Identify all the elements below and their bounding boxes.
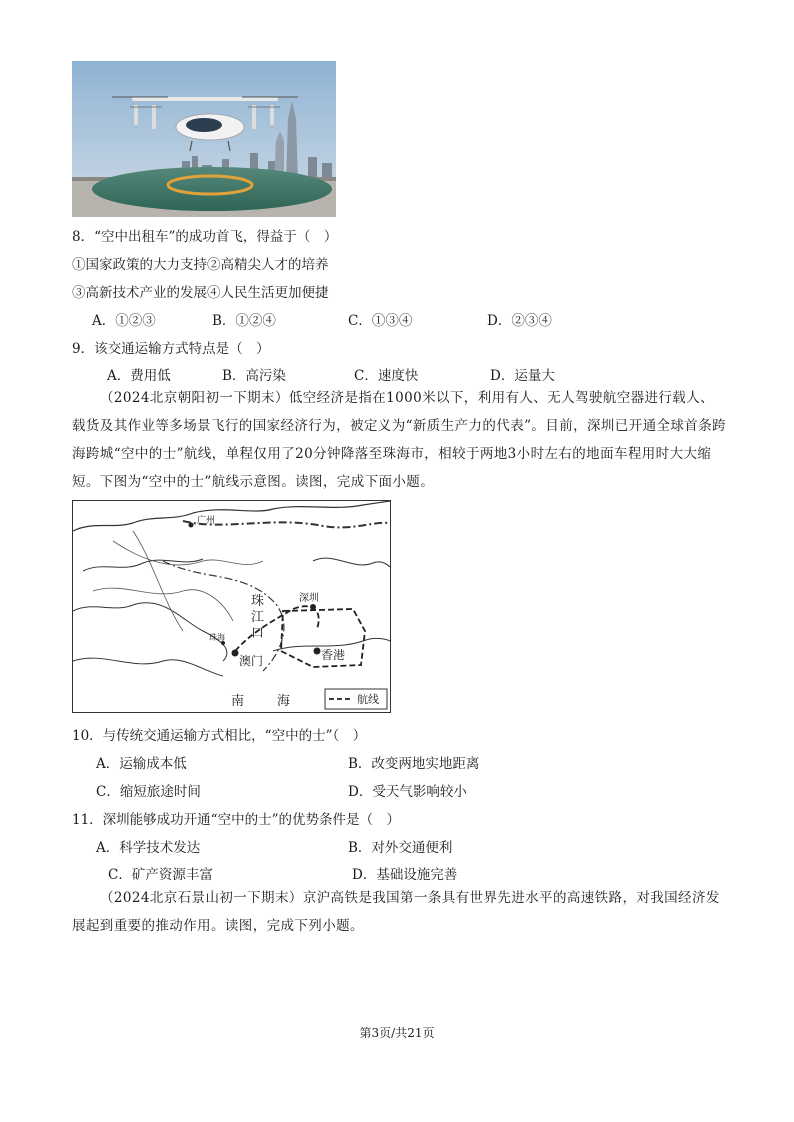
question-11-option-c: C．矿产资源丰富	[108, 867, 213, 883]
question-10-option-d: D．受天气影响较小	[348, 784, 467, 800]
legend-route-label: 航线	[357, 693, 379, 706]
question-10-option-c: C．缩短旅途时间	[96, 784, 201, 800]
question-11-option-a: A．科学技术发达	[96, 840, 201, 856]
passage-low-altitude-economy: （2024北京朝阳初一下期末）低空经济是指在1000米以下，利用有人、无人驾驶航空器进行载人、载货及其作业等多场景飞行的国家经济行为，被定义为“新质生产力的代表”。目前，深圳已开通全球首条跨海跨城“空中的士”航线，单程仅用了20分钟降落至珠海市，相较于两地3小时左右的地面车程用时大大缩短。下图为“空中的士”航线示意图。读图，完成下面小题。	[72, 390, 727, 490]
label-nan: 南	[231, 694, 245, 709]
page-number-footer: 第3页/共21页	[359, 1026, 435, 1040]
route-map-drawing	[73, 501, 390, 712]
macau-city-marker	[232, 650, 239, 657]
question-9-option-d: D．运量大	[490, 368, 555, 384]
label-guangzhou: 广州	[197, 516, 216, 526]
question-9-option-c: C．速度快	[354, 368, 419, 384]
question-8-option-c: C．①③④	[348, 313, 413, 329]
guangzhou-city-marker	[189, 523, 194, 528]
question-9-stem: 9．该交通运输方式特点是（ ）	[72, 341, 270, 357]
question-11-stem: 11．深圳能够成功开通“空中的士”的优势条件是（ ）	[72, 812, 400, 828]
label-hongkong: 香港	[321, 648, 346, 662]
label-zhuhai: 珠海	[209, 633, 225, 642]
question-9-option-b: B．高污染	[222, 368, 286, 384]
passage-jinghu-railway: （2024北京石景山初一下期末）京沪高铁是我国第一条具有世界先进水平的高速铁路，对我国经济发展起到重要的推动作用。读图，完成下列小题。	[72, 890, 720, 934]
air-taxi-illustration	[72, 61, 336, 217]
question-8-option-b: B．①②④	[212, 313, 276, 329]
question-11-option-d: D．基础设施完善	[352, 867, 458, 883]
label-jiang: 江	[251, 610, 265, 625]
label-zhu: 珠	[251, 594, 265, 609]
label-macau: 澳门	[239, 654, 264, 668]
air-taxi-photo	[72, 61, 336, 217]
question-8-line-2: ③高新技术产业的发展④人民生活更加便捷	[72, 285, 329, 301]
question-10-stem: 10．与传统交通运输方式相比，“空中的士”（ ）	[72, 728, 367, 744]
label-hai: 海	[277, 694, 291, 709]
label-shenzhen: 深圳	[299, 593, 319, 604]
question-8-stem: 8．“空中出租车”的成功首飞，得益于（ ）	[72, 229, 338, 245]
shenzhen-city-marker	[310, 604, 316, 610]
question-10-option-a: A．运输成本低	[96, 756, 187, 772]
question-8-line-1: ①国家政策的大力支持②高精尖人才的培养	[72, 257, 329, 273]
question-9-option-a: A．费用低	[107, 368, 171, 384]
question-10-option-b: B．改变两地实地距离	[348, 756, 480, 772]
hongkong-city-marker	[314, 648, 321, 655]
question-8-option-d: D．②③④	[487, 313, 552, 329]
question-8-option-a: A．①②③	[92, 313, 156, 329]
label-kou: 口	[251, 626, 265, 641]
question-11-option-b: B．对外交通便利	[348, 840, 453, 856]
air-taxi-route-map	[72, 500, 391, 713]
